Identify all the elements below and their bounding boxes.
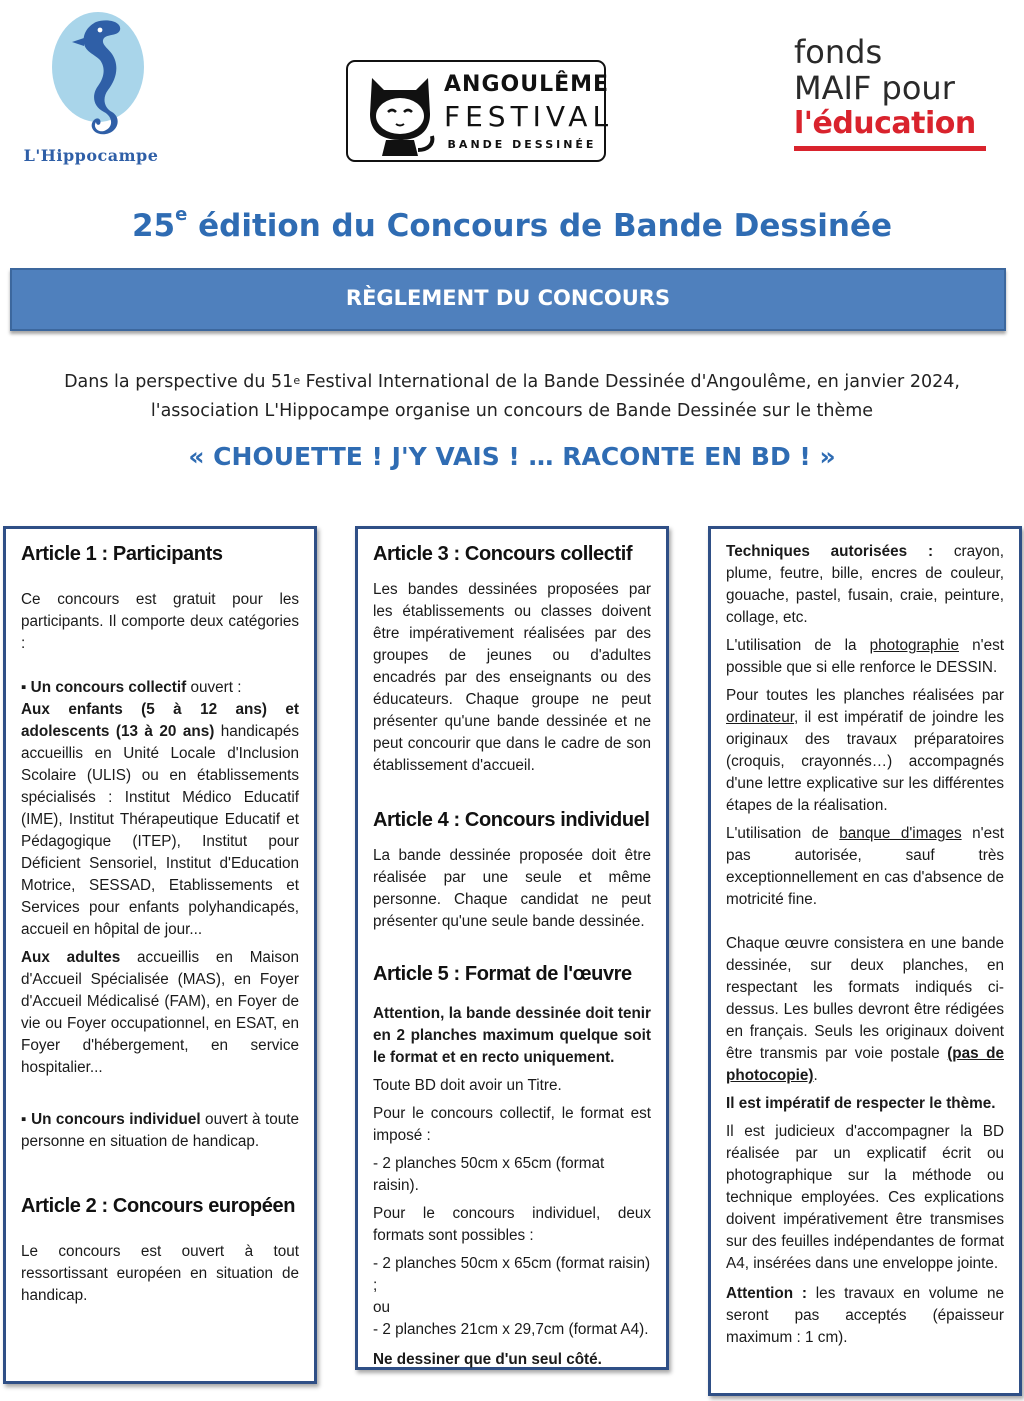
individuel-category (21, 1109, 299, 1153)
contest-theme: « CHOUETTE ! J'Y VAIS ! … RACONTE EN BD ! » (188, 442, 836, 471)
individuel-format-or: ou (373, 1299, 391, 1316)
adults-eligibility (21, 947, 299, 1079)
angouleme-logo-line3: BANDE DESSINÉE (447, 138, 597, 151)
intro-line-2: l'association L'Hippocampe organise un concours de Bande Dessinée sur le thème (150, 401, 874, 421)
collectif-format-size: - 2 planches 50cm x 65cm (format raisin). (373, 1155, 605, 1194)
techniques-paragraph (726, 541, 1004, 629)
maif-logo-line3: l'éducation (794, 106, 976, 141)
intro-line-1-start: Dans la perspective du 51 (64, 372, 294, 392)
collectif-format-text: Pour le concours collectif, le format est imposé : (373, 1105, 651, 1144)
title-superscript: e (175, 204, 188, 225)
angouleme-festival-logo (346, 60, 614, 162)
computer-paragraph (726, 685, 1004, 817)
artwork-text-start: Chaque œuvre consistera en une bande dessinée, sur deux planches, en respectant les formats indiqués ci-dessus. Les bulles devront être rédigées en français. Seuls les originaux doivent être transmis par voie postale (726, 935, 1004, 1062)
explanation-paragraph: Il est judicieux d'accompagner la BD réalisée par un explicatif écrit ou photographique sur la méthode ou technique employées. Ces explications doivent impérativement être transmises sur des feuilles indépendantes de format A4, insérées dans une enveloppe jointe. (726, 1123, 1004, 1272)
angouleme-logo-line2: FESTIVAL (444, 100, 614, 133)
artwork-underlined: (pas de photocopie) (726, 1045, 1004, 1084)
intro-superscript: e (293, 374, 301, 387)
image-bank-text-end: n'est pas autorisée, sauf très exceptionnellement en cas d'absence de motricité fine. (726, 825, 1004, 908)
individuel-rest: ouvert à toute personne en situation de handicap. (21, 1111, 299, 1150)
maif-logo-line2: MAIF pour (794, 69, 955, 107)
photo-text-start: L'utilisation de la (726, 637, 870, 654)
intro-line-1-end: Festival International de la Bande Dessinée d'Angoulême, en janvier 2024, (300, 372, 960, 392)
theme-requirement: Il est impératif de respecter le thème. (726, 1095, 996, 1112)
seahorse-icon (38, 8, 158, 148)
adults-text: accueillis en Maison d'Accueil Spécialisée (MAS), en Foyer d'Accueil Médicalisé (FAM), en Foyer de vie ou Foyer occupationnel, en ESAT, en Foyer d'hébergement, en service hospitalier... (21, 949, 300, 1076)
title-number: 25 (131, 208, 176, 244)
article-2-title: Article 2 : Concours européen (21, 1195, 296, 1217)
intro-line-1 (0, 368, 1024, 397)
hippocampe-logo (8, 6, 174, 166)
adults-label: Aux adultes (21, 949, 121, 966)
volume-label: Attention : (726, 1285, 807, 1302)
children-text: handicapés accueillis en Unité Locale d'Inclusion Scolaire (ULIS) ou en établissements spécialisés : Institut Médico Educatif (IME), Institut Thérapeutique Educatif et Pédagogique (ITEP), Institut pour Déficient Sensoriel, Institut d'Education Motrice, SESSAD, Etablissements et Services pour enfants polyhandicapés, accueil en hôpital de jour... (21, 723, 299, 938)
artwork-text-end: . (813, 1067, 818, 1084)
collectif-category (21, 677, 299, 699)
computer-underlined: ordinateur (726, 709, 795, 726)
article-2-text: Le concours est ouvert à tout ressortissant européen en situation de handicap. (21, 1243, 299, 1304)
image-bank-paragraph (726, 823, 1004, 911)
hippocampe-logo-text: L'Hippocampe (23, 146, 159, 165)
individuel-label: ▪ Un concours individuel (21, 1111, 201, 1128)
article-1-intro: Ce concours est gratuit pour les participants. Il comporte deux catégories : (21, 591, 299, 652)
computer-text-start: Pour toutes les planches réalisées par (726, 687, 1004, 704)
collectif-label: ▪ Un concours collectif (21, 679, 187, 696)
one-side-rule: Ne dessiner que d'un seul côté. (373, 1351, 602, 1368)
angouleme-logo-line1: ANGOULÊME (444, 72, 610, 97)
title-requirement: Toute BD doit avoir un Titre. (373, 1077, 562, 1094)
article-1-title: Article 1 : Participants (21, 543, 223, 565)
maif-logo-line1: fonds (794, 33, 883, 71)
page-title (0, 204, 1024, 244)
article-5-attention: Attention, la bande dessinée doit tenir en 2 planches maximum quelque soit le format et en recto uniquement. (373, 1005, 651, 1066)
article-5-title: Article 5 : Format de l'œuvre (373, 963, 632, 985)
article-3-title: Article 3 : Concours collectif (373, 543, 633, 565)
rules-banner-text: RÈGLEMENT DU CONCOURS (345, 286, 671, 310)
image-bank-text-start: L'utilisation de (726, 825, 840, 842)
maif-logo-underline (794, 146, 986, 151)
intro-paragraph (0, 368, 1024, 426)
individuel-format-size-1: - 2 planches 50cm x 65cm (format raisin) ; (373, 1255, 651, 1294)
techniques-label: Techniques autorisées : (726, 543, 934, 560)
photo-underlined: photographie (869, 637, 959, 654)
children-eligibility (21, 699, 299, 941)
volume-paragraph (726, 1283, 1004, 1349)
column-articles-3-5 (355, 526, 669, 1370)
article-3-text: Les bandes dessinées proposées par les établissements ou classes doivent être impérativement réalisées par des groupes de jeunes ou d'adultes encadrés par des enseignants ou des éducateurs. Chaque groupe ne peut présenter qu'une bande dessinée et ne peut concourir que dans le cadre de son établissement d'accueil. (373, 581, 651, 774)
photo-text-end: n'est possible que si elle renforce le DESSIN. (726, 637, 1004, 676)
collectif-rest: ouvert : (186, 679, 242, 696)
individuel-format-text: Pour le concours individuel, deux formats sont possibles : (373, 1205, 651, 1244)
image-bank-underlined: banque d'images (839, 825, 962, 842)
children-label: Aux enfants (5 à 12 ans) et adolescents (13 à 20 ans) (21, 701, 299, 740)
photo-paragraph (726, 635, 1004, 679)
column-articles-1-2 (3, 526, 317, 1384)
artwork-paragraph (726, 933, 1004, 1087)
article-4-text: La bande dessinée proposée doit être réalisée par une seule et même personne. Chaque candidat ne peut présenter qu'une seule bande dessinée. (373, 847, 651, 930)
cat-icon (362, 70, 438, 156)
title-rest: édition du Concours de Bande Dessinée (187, 208, 893, 244)
computer-text-end: , il est impératif de joindre les originaux des travaux préparatoires (croquis, crayonnés…) accompagnés d'une lettre explicative sur les différentes étapes de la réalisation. (726, 709, 1004, 814)
article-4-title: Article 4 : Concours individuel (373, 809, 650, 831)
column-techniques (708, 526, 1022, 1396)
volume-text: les travaux en volume ne seront pas acceptés (épaisseur maximum : 1 cm). (726, 1285, 1004, 1346)
rules-banner (10, 268, 1006, 331)
techniques-list: crayon, plume, feutre, bille, encres de couleur, gouache, pastel, fusain, craie, peinture, collage, etc. (726, 543, 1004, 626)
fonds-maif-logo (794, 34, 994, 160)
individuel-format-size-2: - 2 planches 21cm x 29,7cm (format A4). (373, 1321, 649, 1338)
